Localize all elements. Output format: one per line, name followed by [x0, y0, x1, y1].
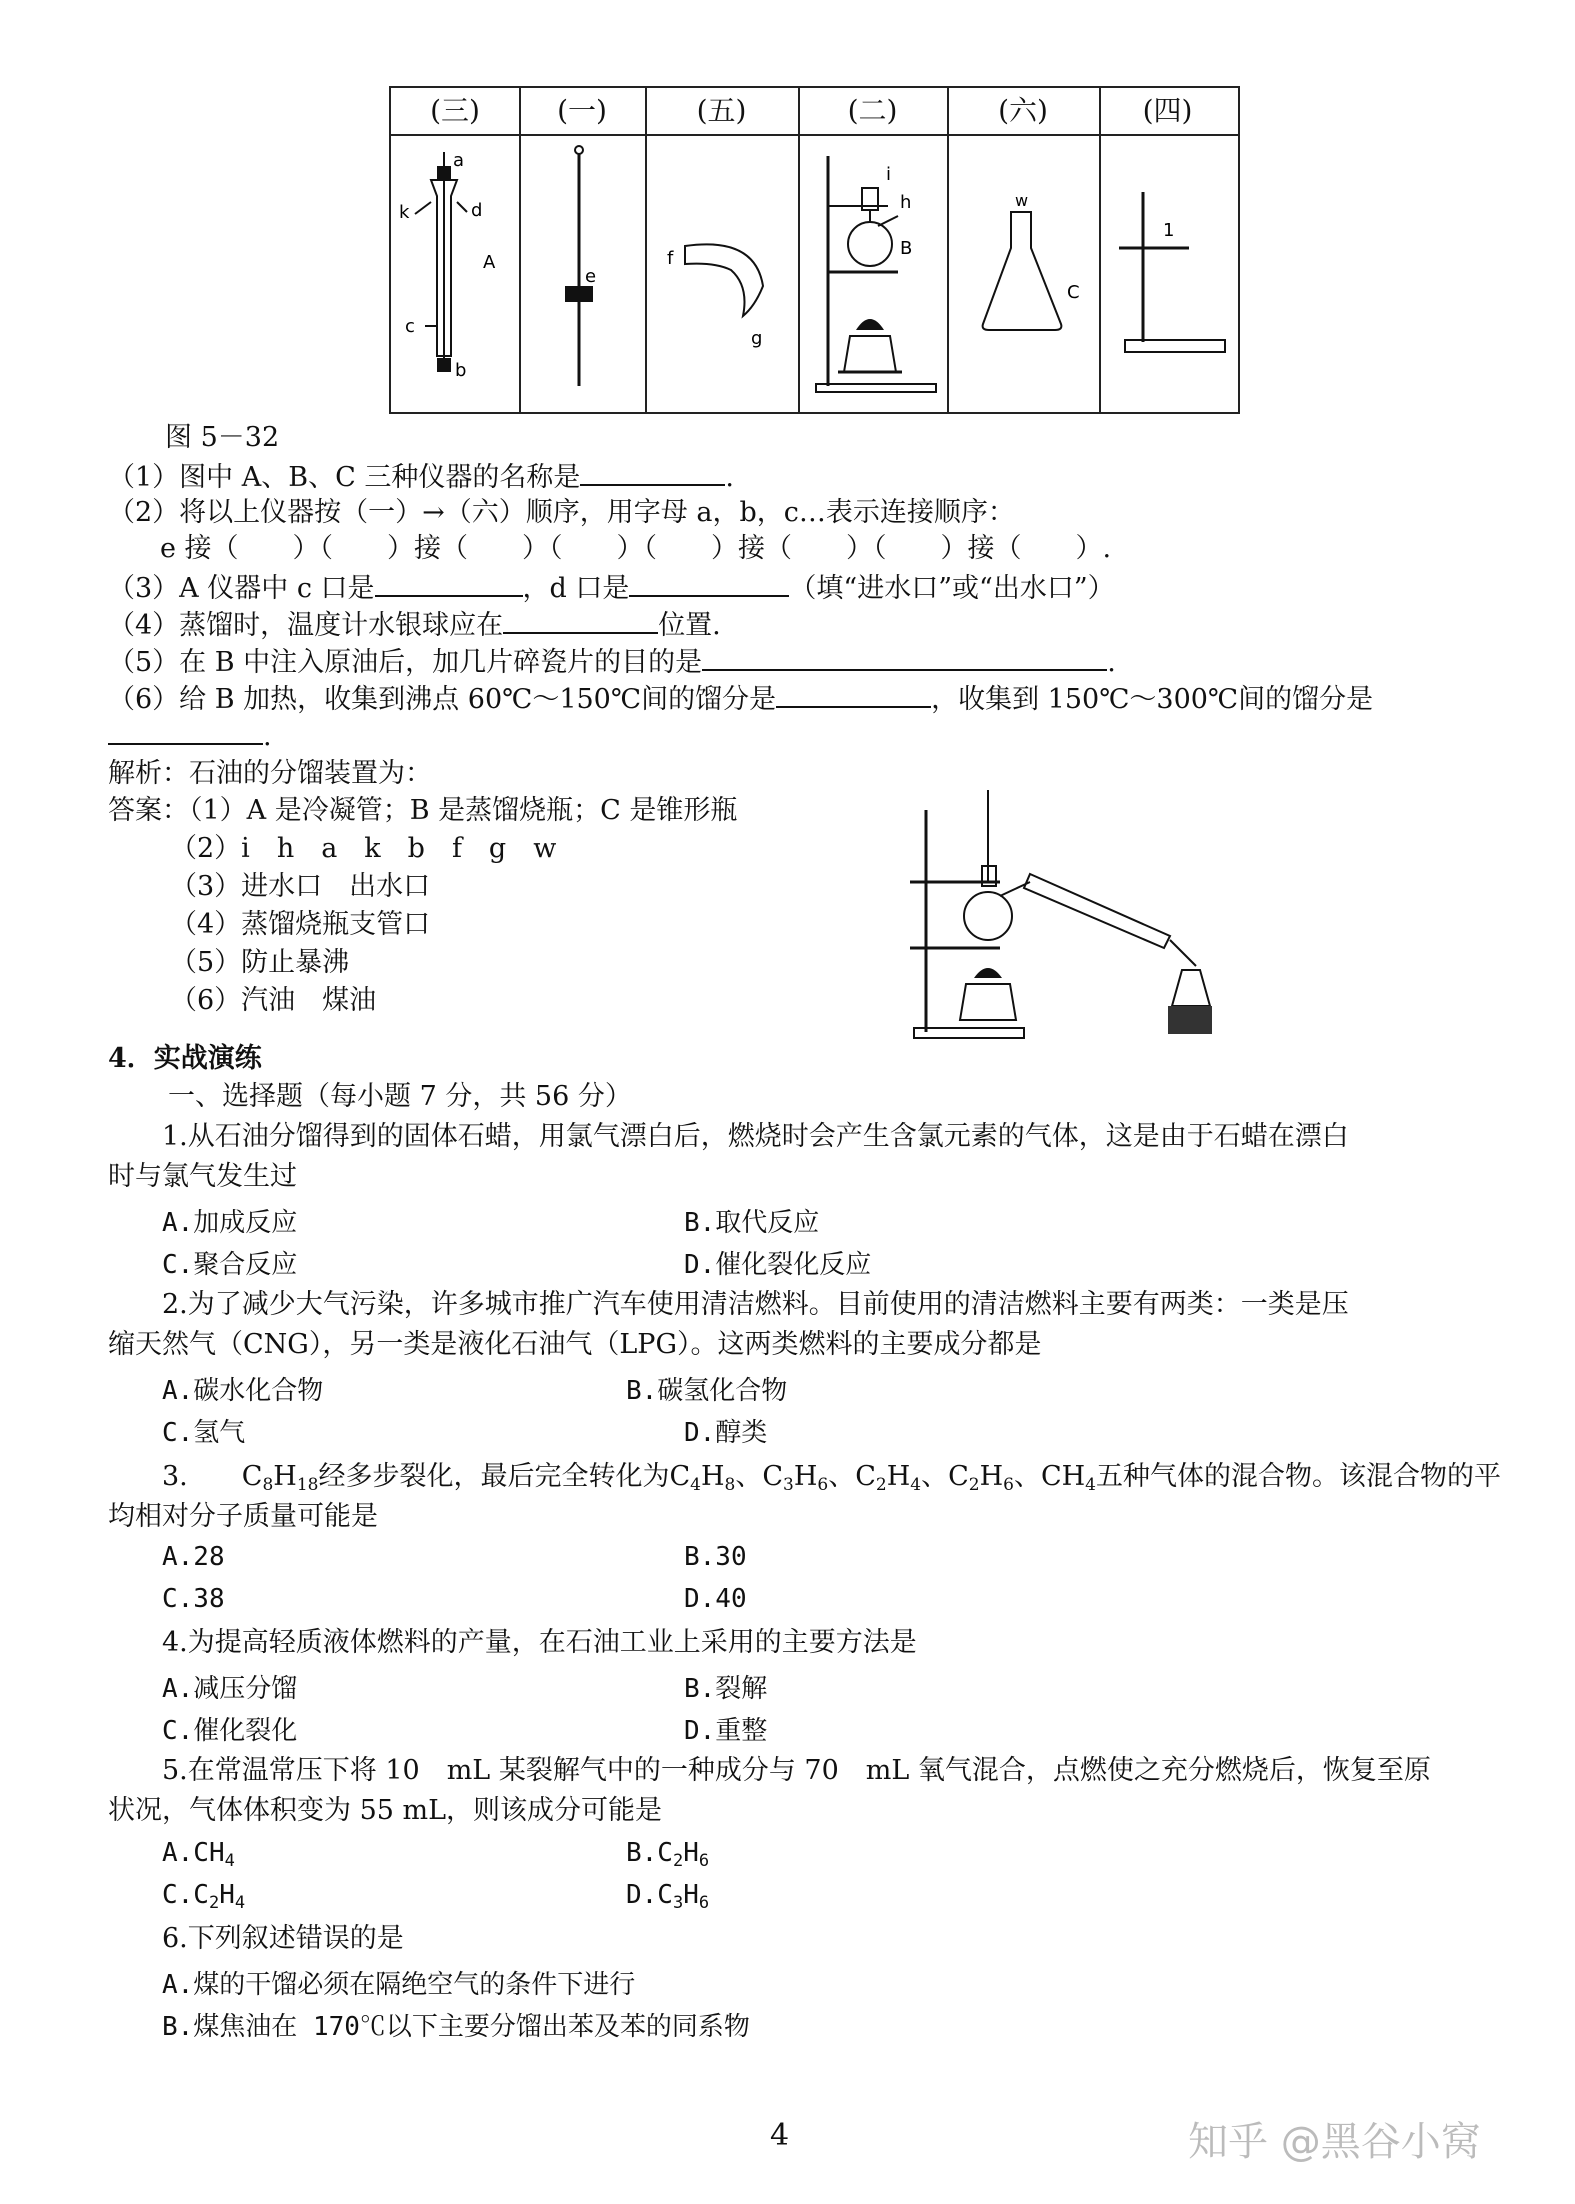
label-c: c: [405, 316, 415, 337]
thermometer-drawing: [519, 136, 645, 410]
table-header-cell: (六): [998, 94, 1048, 127]
section-subtitle: 一、选择题（每小题 7 分，共 56 分）: [168, 1081, 632, 1112]
answer-line: （3）进水口 出水口: [170, 871, 431, 902]
watermark: 知乎 @黑谷小窝: [1188, 2119, 1481, 2165]
answer-blank: [580, 456, 725, 486]
answer-block: 答案：（1）A 是冷凝管；B 是蒸馏烧瓶；C 是锥形瓶: [108, 795, 738, 826]
answer-blank: [702, 641, 1107, 671]
table-header-cell: (一): [557, 94, 607, 127]
answer-line: （4）蒸馏烧瓶支管口: [170, 909, 431, 940]
label-i: i: [886, 164, 892, 185]
mc-option: $C.C_2H_4$: [162, 1880, 246, 1913]
mc-question-2-continued: 缩天然气（CNG），另一类是液化石油气（LPG）。这两类燃料的主要成分都是: [108, 1329, 1042, 1360]
label-1: 1: [1163, 220, 1175, 241]
mc-option: A.碳水化合物: [162, 1376, 324, 1406]
mc-option: D.重整: [684, 1716, 768, 1746]
mc-question-3: 3. $C_8H_{18}$经多步裂化，最后完全转化为$C_4H_8$、$C_3H_6$、$C_2H_4$、$C_2H_6$、$CH_4$五种气体的混合物。该混合物的平: [162, 1461, 1501, 1495]
table-header-cell: (二): [847, 94, 898, 127]
label-k: k: [399, 202, 410, 223]
answer-line: （2）i h a k b f g w: [170, 833, 557, 864]
label-b: b: [455, 360, 467, 381]
figure-caption: 图 5－32: [165, 422, 280, 453]
table-header-cell: (四): [1142, 94, 1193, 127]
analysis-line: 解析：石油的分馏装置为：: [108, 758, 432, 789]
label-a: a: [453, 150, 465, 171]
adapter-drawing: [645, 136, 798, 410]
label-h: h: [900, 192, 912, 213]
mc-option: C.38: [162, 1584, 225, 1614]
mc-option: A.28: [162, 1542, 225, 1572]
mc-option: D.催化裂化反应: [684, 1250, 872, 1280]
mc-question-6: 6.下列叙述错误的是: [162, 1923, 404, 1954]
label-B: B: [900, 238, 913, 259]
label-g: g: [751, 328, 763, 349]
mc-option: B.30: [684, 1542, 747, 1572]
mc-option: C.聚合反应: [162, 1250, 298, 1280]
label-w: w: [1015, 191, 1029, 210]
mc-option: B.煤焦油在 170℃以下主要分馏出苯及苯的同系物: [162, 2012, 750, 2042]
answer-blank: [629, 567, 789, 597]
mc-option: A.加成反应: [162, 1208, 298, 1238]
page-number: 4: [770, 2118, 790, 2153]
label-C: C: [1067, 282, 1080, 303]
mc-option: C.氢气: [162, 1418, 246, 1448]
mc-question-4: 4.为提高轻质液体燃料的产量，在石油工业上采用的主要方法是: [162, 1627, 917, 1658]
label-f: f: [667, 248, 674, 269]
answer-blank: [776, 678, 931, 708]
mc-question-1-continued: 时与氯气发生过: [108, 1161, 297, 1192]
mc-option: B.碳氢化合物: [626, 1376, 788, 1406]
label-e: e: [585, 266, 597, 287]
mc-option: $B.C_2H_6$: [626, 1838, 710, 1871]
distillation-apparatus-drawing: [900, 770, 1230, 1040]
mc-question-1: 1.从石油分馏得到的固体石蜡，用氯气漂白后，燃烧时会产生含氯元素的气体，这是由于石蜡在漂白: [162, 1121, 1349, 1152]
mc-option: $D.C_3H_6$: [626, 1880, 710, 1913]
question-5: （5）在 B 中注入原油后，加几片碎瓷片的目的是 .: [108, 641, 1116, 682]
question-3: （3）A 仪器中 c 口是 ，d 口是 （填“进水口”或“出水口”）: [108, 567, 1115, 608]
section-title: 4．实战演练: [108, 1043, 262, 1074]
iron-stand-drawing: [1099, 136, 1236, 410]
distillation-flask-drawing: [798, 136, 947, 410]
apparatus-table: [389, 86, 1240, 414]
mc-option: C.催化裂化: [162, 1716, 298, 1746]
question-6-continued: .: [108, 715, 272, 756]
question-1: （1）图中 A、B、C 三种仪器的名称是 .: [108, 456, 734, 497]
table-header-cell: (三): [430, 94, 480, 127]
mc-option: D.醇类: [684, 1418, 768, 1448]
conical-flask-drawing: [947, 136, 1099, 410]
answer-line: （5）防止暴沸: [170, 947, 350, 978]
mc-option: A.煤的干馏必须在隔绝空气的条件下进行: [162, 1970, 636, 2000]
answer-blank: [108, 715, 263, 745]
mc-option: A.减压分馏: [162, 1674, 298, 1704]
question-2-sequence: e 接（ ）（ ）接（ ）（ ）（ ）接（ ）（ ）接（ ）.: [160, 533, 1112, 564]
mc-option: B.取代反应: [684, 1208, 820, 1238]
condenser-drawing: [391, 136, 519, 410]
answer-line: （6）汽油 煤油: [170, 985, 377, 1016]
label-A: A: [483, 252, 496, 273]
question-4: （4）蒸馏时，温度计水银球应在 位置.: [108, 604, 721, 645]
answer-blank: [503, 604, 658, 634]
mc-question-5: 5.在常温常压下将 10 mL 某裂解气中的一种成分与 70 mL 氧气混合，点燃使之充分燃烧后，恢复至原: [162, 1755, 1431, 1786]
mc-question-5-continued: 状况，气体体积变为 55 mL，则该成分可能是: [108, 1795, 663, 1826]
answer-blank: [375, 567, 523, 597]
mc-question-2: 2.为了减少大气污染，许多城市推广汽车使用清洁燃料。目前使用的清洁燃料主要有两类：一类是压: [162, 1289, 1349, 1320]
question-6: （6）给 B 加热，收集到沸点 60℃～150℃间的馏分是 ，收集到 150℃～300℃间的馏分是: [108, 678, 1373, 719]
mc-option: B.裂解: [684, 1674, 768, 1704]
mc-option: D.40: [684, 1584, 747, 1614]
label-d: d: [471, 200, 483, 221]
mc-question-3-continued: 均相对分子质量可能是: [108, 1501, 378, 1532]
mc-option: $A.CH_4$: [162, 1838, 235, 1871]
table-header-cell: (五): [696, 94, 747, 127]
question-2: （2）将以上仪器按（一）→（六）顺序，用字母 a，b，c…表示连接顺序：: [108, 497, 1015, 528]
